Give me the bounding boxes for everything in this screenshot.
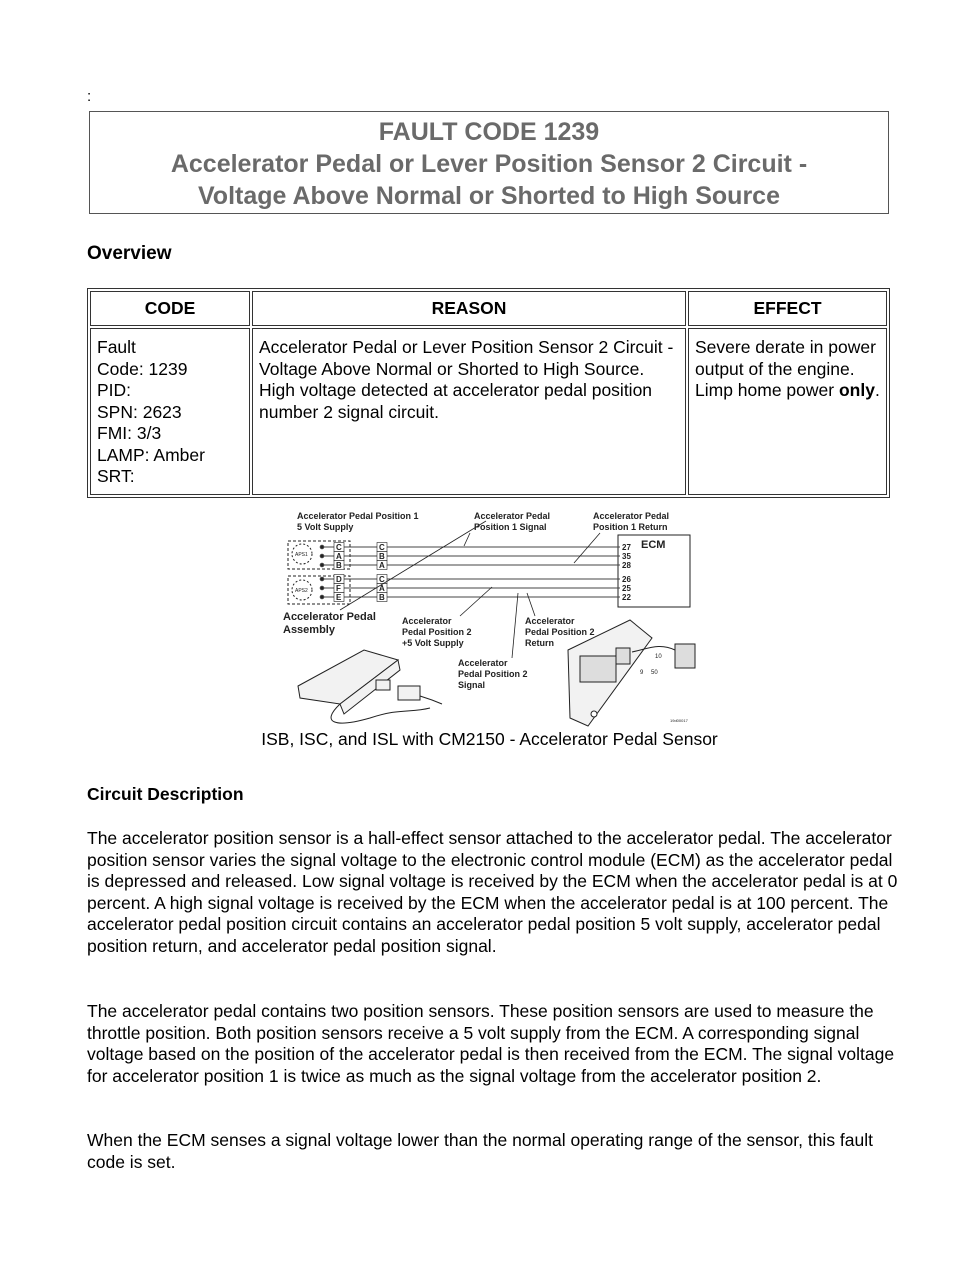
effect-text: Severe derate in power output of the engine. Limp home power xyxy=(695,337,876,400)
code-cell xyxy=(90,328,250,495)
apps1-supply-label: Accelerator Pedal Position 1 xyxy=(297,511,419,521)
pin-label-ecm: 26 xyxy=(622,575,631,584)
apps2-supply-label-2: Pedal Position 2 xyxy=(402,627,472,637)
leader-line xyxy=(460,587,492,616)
pin-label-harness: C xyxy=(379,575,385,584)
connector-label-50: 50 xyxy=(651,670,658,676)
figure-caption: ISB, ISC, and ISL with CM2150 - Accelerator Pedal Sensor xyxy=(261,729,718,749)
apps1-supply-label-2: 5 Volt Supply xyxy=(297,522,354,532)
pin-label-ecm: 22 xyxy=(622,593,631,602)
code-line: FMI: 3/3 xyxy=(97,423,162,443)
pin-label-sensor: D xyxy=(336,575,342,584)
effect-bold: only xyxy=(838,380,875,400)
header-code: CODE xyxy=(90,291,250,326)
apps2-supply-label-3: +5 Volt Supply xyxy=(402,638,464,648)
pin-label-ecm: 25 xyxy=(622,584,631,593)
assembly-label-2: Assembly xyxy=(283,624,335,636)
apps2-signal-label-2: Pedal Position 2 xyxy=(458,669,528,679)
pin-label-sensor: A xyxy=(336,552,342,561)
overview-heading: Overview xyxy=(87,243,172,264)
pin-label-ecm: 28 xyxy=(622,561,631,570)
figure-ref-code: 19d00017 xyxy=(670,718,688,723)
effect-cell xyxy=(688,328,887,495)
leader-line xyxy=(512,593,518,658)
table-header-row xyxy=(90,291,887,326)
pin-label-sensor: C xyxy=(336,543,342,552)
wire-dot xyxy=(320,586,324,590)
fault-title-line-3: Voltage Above Normal or Shorted to High Source xyxy=(197,182,780,210)
header-reason: REASON xyxy=(252,291,686,326)
fault-code-title: FAULT CODE 1239 xyxy=(378,118,600,146)
title-box xyxy=(89,111,889,214)
pin-label-sensor: B xyxy=(336,561,342,570)
circuit-paragraph-3: When the ECM senses a signal voltage lower than the normal operating range of the sensor, this fault code is set. xyxy=(87,1130,874,1172)
circuit-description-heading: Circuit Description xyxy=(87,784,244,804)
pin-label-harness: C xyxy=(379,543,385,552)
leader-line xyxy=(527,593,535,616)
sensor-2-label: APS2 xyxy=(295,588,308,594)
fault-title-line-2: Accelerator Pedal or Lever Position Sensor 2 Circuit - xyxy=(170,150,808,178)
apps2-return-label-2: Pedal Position 2 xyxy=(525,627,595,637)
reason-cell: Accelerator Pedal or Lever Position Sensor 2 Circuit - Voltage Above Normal or Shorted to High Source. High voltage detected at accelerator pedal position number 2 signal circuit. xyxy=(252,328,686,495)
code-line: SRT: xyxy=(97,466,135,486)
ecm-label: ECM xyxy=(641,539,666,551)
effect-end: . xyxy=(874,380,880,400)
pin-label-harness: B xyxy=(379,593,385,602)
code-line: SPN: 2623 xyxy=(97,401,182,422)
pin-label-harness: A xyxy=(379,584,385,593)
wire-dot xyxy=(320,554,324,558)
apps2-signal-label: Accelerator xyxy=(458,658,508,668)
apps2-supply-label: Accelerator xyxy=(402,616,452,626)
pin-label-ecm: 35 xyxy=(622,552,631,561)
pin-label-harness: B xyxy=(379,552,385,561)
header-colon: : xyxy=(87,88,92,105)
apps2-signal-label-3: Signal xyxy=(458,680,486,690)
apps2-return-label: Accelerator xyxy=(525,616,575,626)
apps2-return-label-3: Return xyxy=(525,638,554,648)
pin-label-harness: A xyxy=(379,561,385,570)
sensor-1-label: APS1 xyxy=(295,552,308,558)
wire-dot xyxy=(320,577,324,581)
apps1-return-label-2: Position 1 Return xyxy=(593,522,668,532)
pedal-assembly-illustration xyxy=(298,650,442,723)
header-effect: EFFECT xyxy=(688,291,887,326)
wire-dot xyxy=(320,545,324,549)
connector-label-9: 9 xyxy=(640,670,644,676)
connector-label-10: 10 xyxy=(655,654,662,660)
apps1-signal-label: Accelerator Pedal xyxy=(474,511,551,521)
apps1-return-label: Accelerator Pedal xyxy=(593,511,670,521)
pin-label-sensor: F xyxy=(336,584,341,593)
pin-label-sensor: E xyxy=(336,593,342,602)
assembly-label: Accelerator Pedal xyxy=(283,611,376,623)
wire-dot xyxy=(320,595,324,599)
apps1-signal-label-2: Position 1 Signal xyxy=(474,522,547,532)
code-line: Fault xyxy=(97,337,136,357)
fault-code-table xyxy=(87,288,890,498)
table-row xyxy=(90,328,887,495)
circuit-paragraph-2: The accelerator pedal contains two position sensors. These position sensors are used to measure the throttle position. Both position sensors receive a 5 volt supply from the ECM. A corresponding signal voltage based on the position of the accelerator pedal is then received from the ECM. The signal voltage for accelerator position 1 is twice as much as the signal voltage from the accelerator position 2. xyxy=(87,1001,895,1086)
wiring-diagram xyxy=(280,508,704,730)
code-line: PID: xyxy=(97,380,132,400)
leader-line xyxy=(574,533,600,563)
code-line: Code: 1239 xyxy=(97,358,188,379)
circuit-paragraph-1: The accelerator position sensor is a hall-effect sensor attached to the accelerator pedal. The accelerator position sensor varies the signal voltage to the electronic control module (ECM) as the accelerator pedal is depressed and released. Low signal voltage is received by the ECM when the accelerator pedal is at 0 percent. A high signal voltage is received by the ECM when the accelerator pedal is at 100 percent. The accelerator pedal position circuit contains an accelerator pedal position 5 volt supply, accelerator pedal position return, and accelerator pedal position signal. xyxy=(87,828,898,956)
wire-dot xyxy=(320,563,324,567)
pin-label-ecm: 27 xyxy=(622,543,631,552)
leader-line xyxy=(464,533,470,546)
code-line: LAMP: Amber xyxy=(97,444,205,465)
